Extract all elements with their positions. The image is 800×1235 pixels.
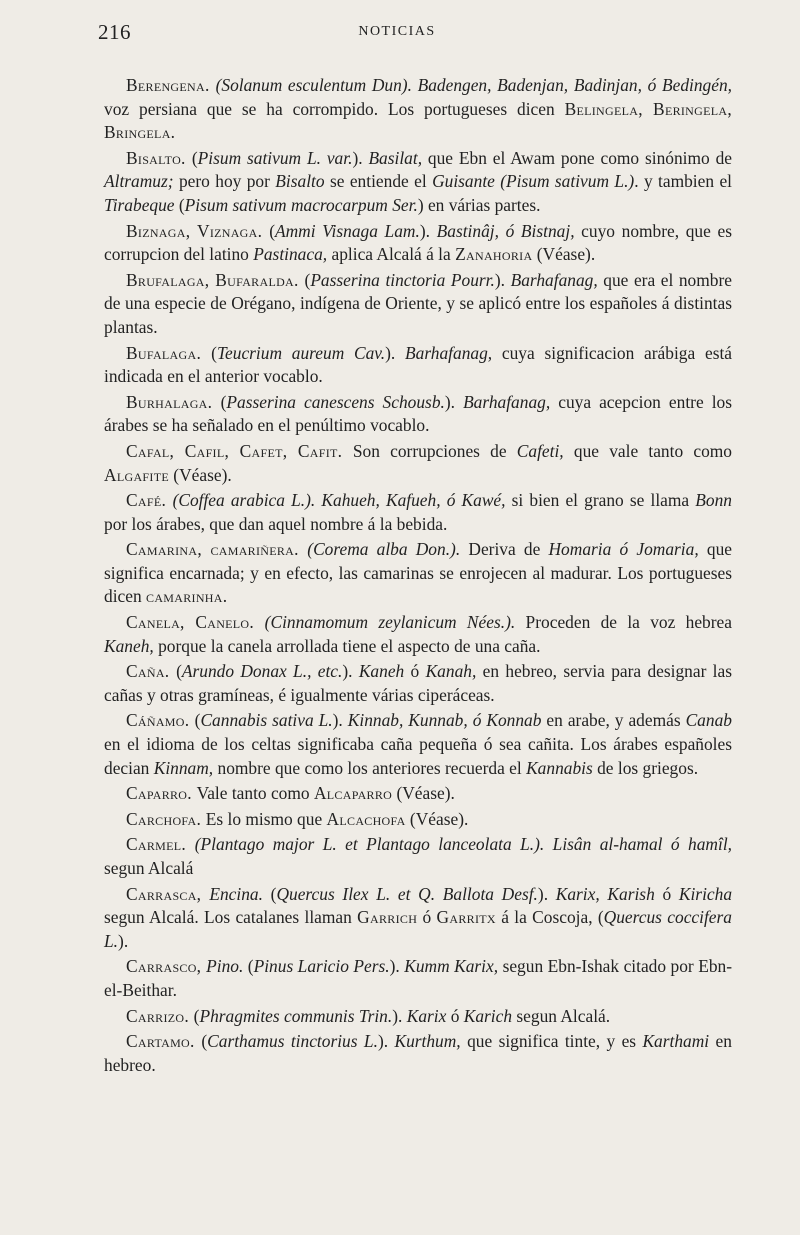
entry-text: porque la canela arrollada tiene el aspecto de una caña.	[153, 635, 541, 656]
glossary-entry	[104, 391, 732, 438]
entry-text: segun Alcalá	[104, 858, 194, 878]
entry-italic-text: Cannabis sativa L.	[200, 710, 333, 731]
entry-italic-text: Pisum sativum L. var.	[197, 147, 353, 168]
entry-text: de los griegos.	[592, 757, 699, 778]
entry-italic-text: Guisante (Pisum sativum L.)	[432, 171, 635, 192]
glossary-entry	[104, 709, 732, 780]
glossary-entry	[104, 782, 732, 806]
entry-headword: Canela, Canelo.	[126, 612, 265, 633]
entry-text: (	[176, 661, 182, 682]
page-number: 216	[98, 20, 131, 44]
entry-text: (	[269, 220, 275, 241]
entry-text: ).	[392, 1005, 407, 1026]
entry-italic-text: Canab	[685, 710, 732, 731]
entry-italic-text: Pinus Laricio Pers.	[253, 956, 390, 977]
entry-text: (	[304, 269, 311, 290]
entry-headword: Biznaga, Viznaga.	[126, 220, 270, 241]
entry-text: que vale tanto como	[563, 440, 733, 461]
entry-headword: Cartamo.	[126, 1031, 202, 1052]
entry-text: ).	[389, 956, 405, 977]
glossary-entry	[104, 342, 732, 389]
entry-text: aplica Alcalá á la	[327, 244, 456, 265]
entry-headword: Garrich	[357, 907, 418, 928]
entry-headword: camarinha.	[146, 586, 228, 607]
entry-text: ó	[446, 1005, 464, 1026]
entry-italic-text: Teucrium aureum Cav.	[216, 342, 386, 363]
entry-italic-text: Kanah,	[425, 661, 477, 682]
entry-text: (	[220, 391, 227, 412]
entry-headword: Zanahoria	[455, 244, 533, 265]
glossary-entry	[104, 1005, 732, 1029]
entry-text: en el idioma de los celtas significaba caña pequeña ó sea cañita. Los árabes españoles decian	[104, 734, 732, 778]
entry-text: Es lo mismo que	[205, 808, 327, 829]
entry-text: (	[211, 342, 217, 363]
entry-text: que Ebn el Awam pone como sinónimo de	[422, 147, 732, 168]
entry-headword: Alcaparro	[313, 783, 393, 804]
entry-text: segun Ebn-Ishak citado por Ebn-el-Beithar.	[104, 956, 733, 1000]
entry-text: (	[201, 1031, 208, 1052]
entry-text: ).	[342, 661, 359, 682]
entry-text: . y tambien el	[634, 171, 732, 192]
entry-italic-text: Cafeti,	[516, 440, 564, 461]
entry-text: segun Alcalá.	[512, 1005, 611, 1026]
running-title: NOTICIAS	[358, 24, 436, 39]
entry-text: Proceden de la voz hebrea	[515, 612, 732, 633]
entry-text: ).	[385, 342, 405, 363]
entry-headword: Camarina, camariñera.	[126, 539, 308, 560]
glossary-entry	[104, 147, 732, 218]
entry-italic-text: Pastinaca,	[253, 244, 328, 265]
entry-headword: Caparro.	[126, 783, 197, 804]
entry-text: (	[243, 956, 254, 977]
entry-italic-text: Barhafanag,	[510, 269, 598, 290]
entry-headword: Café.	[126, 490, 173, 511]
entry-headword: Carrizo.	[126, 1005, 194, 1026]
entry-italic-text: Bastinâj, ó Bistnaj,	[436, 220, 575, 241]
glossary-entry	[104, 660, 732, 707]
entry-text: Son corrupciones de	[352, 440, 517, 461]
entry-italic-text: Carthamus tinctorius L.	[207, 1031, 378, 1052]
glossary-entry	[104, 808, 732, 832]
entry-italic-text: Passerina canescens Schousb.	[226, 391, 445, 412]
entry-italic-text: Kumm Karix,	[404, 956, 499, 977]
entry-italic-text: Karthami	[642, 1031, 710, 1052]
glossary-entry	[104, 1030, 732, 1077]
entry-text: ).	[332, 710, 348, 731]
entry-text: que significa encarnada; y en efecto, las camarinas se enrojecen al madurar. Los portugueses dicen	[104, 539, 732, 607]
entry-text: Vale tanto como	[196, 783, 314, 804]
entry-text: (Véase).	[392, 783, 455, 804]
entry-text: en arabe, y además	[541, 710, 686, 731]
entry-text: nombre que como los anteriores recuerda el	[213, 757, 527, 778]
entry-text: (	[193, 1005, 200, 1026]
entry-italic-text: Basilat,	[368, 147, 423, 168]
entry-italic-text: (Plantago major L. et Plantago lanceolata L.). Lisân al-hamal ó hamîl,	[194, 834, 732, 855]
entry-italic-text: Kiricha	[678, 883, 733, 904]
entry-headword: Belingela, Beringela, Bringela.	[104, 98, 732, 143]
entry-text: (	[174, 194, 185, 215]
entry-italic-text: Karix	[406, 1005, 447, 1026]
entry-text: ).	[537, 883, 556, 904]
entry-italic-text: Quercus coccifera L.	[104, 907, 732, 951]
entry-text: (	[194, 710, 201, 731]
entry-italic-text: Kinnam,	[153, 757, 214, 778]
glossary-entry	[104, 489, 732, 536]
entry-text: por los árabes, que dan aquel nombre á la bebida.	[104, 513, 448, 534]
entry-text: si bien el grano se llama	[505, 490, 696, 511]
entry-text: cuyo nombre, que es corrupcion del latino	[104, 220, 732, 265]
entry-text: se entiende el	[324, 171, 433, 192]
entry-text: ó	[404, 661, 426, 682]
entry-text: (Véase).	[532, 244, 596, 265]
glossary-entry	[104, 611, 732, 658]
entry-italic-text: Quercus Ilex L. et Q. Ballota Desf.	[276, 883, 538, 904]
entry-headword: Carrasco,	[126, 956, 207, 977]
entry-text: cuya acepcion entre los árabes se ha señalado en el penúltimo vocablo.	[104, 391, 732, 436]
entry-headword: Burhalaga.	[126, 391, 221, 412]
entry-italic-text: (Solanum esculentum Dun). Badengen, Badenjan, Badinjan, ó Bedingén,	[215, 75, 732, 95]
entry-text: ).	[419, 220, 437, 241]
entry-italic-text: Homaria ó Jomaria,	[548, 539, 699, 560]
entry-text: (Véase).	[405, 808, 469, 829]
page-header	[62, 18, 732, 52]
entry-text: pero hoy por	[173, 171, 276, 192]
entry-headword: Caña.	[126, 661, 177, 682]
entry-italic-text: Ammi Visnaga Lam.	[275, 220, 420, 241]
entry-italic-text: Kannabis	[526, 757, 593, 778]
entry-headword: Cafal, Cafil, Cafet, Cafit.	[126, 440, 353, 461]
entry-text: (Véase).	[168, 464, 232, 485]
entry-headword: Berengena.	[126, 75, 216, 95]
entry-headword: Garritx	[436, 907, 496, 928]
entry-italic-text: Kaneh	[358, 661, 405, 682]
entry-text: ).	[377, 1031, 395, 1052]
entry-italic-text: Altramuz;	[104, 171, 174, 192]
entry-text: ó	[654, 883, 679, 904]
entry-italic-text: Bonn	[695, 490, 732, 511]
entry-text: que era el nombre de una especie de Orégano, indígena de Oriente, y se aplicó entre los españoles á distintas plantas.	[104, 269, 732, 337]
entry-text: que significa tinte, y es	[460, 1031, 643, 1052]
entry-text: voz persiana que se ha corrompido. Los portugueses dicen	[104, 98, 565, 119]
glossary-entry	[104, 833, 732, 880]
entry-italic-text: Karix, Karish	[555, 883, 655, 904]
entry-italic-text: Kurthum,	[394, 1031, 461, 1052]
entry-headword: Algafite	[104, 464, 169, 485]
entry-text: ).	[118, 930, 129, 951]
entry-text: cuya significacion arábiga está indicada en el anterior vocablo.	[104, 342, 733, 387]
entry-italic-text: Barhafanag,	[405, 342, 493, 363]
entry-headword: Cáñamo.	[126, 710, 195, 731]
entry-italic-text: Kaneh,	[104, 635, 154, 656]
entry-text: ó	[417, 907, 437, 928]
entry-italic-text: (Coffea arabica L.). Kahueh, Kafueh, ó Kawé,	[172, 490, 506, 511]
glossary-entry	[104, 440, 732, 487]
entry-italic-text: Bisalto	[275, 171, 325, 192]
entry-italic-text: (Cinnamomum zeylanicum Nées.).	[264, 612, 516, 633]
glossary-entry	[104, 269, 732, 340]
glossary-entry	[104, 220, 732, 267]
entry-text: á la Coscoja, (	[495, 907, 604, 928]
entry-italic-text: Pino.	[206, 956, 244, 977]
entry-italic-text: Passerina tinctoria Pourr.	[310, 269, 495, 290]
entry-italic-text: Tirabeque	[104, 194, 175, 215]
glossary-entry	[104, 883, 732, 954]
entry-italic-text: Karich	[463, 1005, 513, 1026]
entry-italic-text: Kinnab, Kunnab, ó Konnab	[347, 710, 542, 731]
glossary-entry	[104, 955, 732, 1002]
glossary-entry	[104, 538, 732, 609]
entry-italic-text: Phragmites communis Trin.	[199, 1005, 393, 1026]
entry-text: (	[262, 883, 277, 904]
entry-text: (	[191, 147, 198, 168]
entry-headword: Brufalaga, Bufaralda.	[126, 269, 305, 290]
entry-italic-text: (Corema alba Don.).	[307, 539, 461, 560]
entry-italic-text: Barhafanag,	[463, 391, 551, 412]
entry-text: en hebreo.	[104, 1031, 732, 1075]
entry-text: segun Alcalá. Los catalanes llaman	[104, 907, 358, 928]
entry-headword: Carmel.	[126, 834, 195, 855]
entry-text: en hebreo, servia para designar las cañas y otras gramíneas, é igualmente várias ciperáceas.	[104, 661, 732, 705]
entry-italic-text: Arundo Donax L., etc.	[181, 661, 343, 682]
entry-text: ).	[444, 391, 464, 412]
glossary-entries	[104, 74, 732, 1077]
entry-text: ) en várias partes.	[417, 194, 541, 215]
entry-italic-text: Encina.	[209, 883, 263, 904]
entry-text: ).	[494, 269, 511, 290]
glossary-entry	[104, 74, 732, 145]
entry-text: ).	[352, 147, 369, 168]
entry-headword: Carrasca,	[126, 883, 210, 904]
entry-headword: Carchofa.	[126, 808, 206, 829]
entry-headword: Bufalaga.	[126, 342, 212, 363]
entry-headword: Alcachofa	[326, 808, 406, 829]
entry-headword: Bisalto.	[126, 147, 192, 168]
entry-italic-text: Pisum sativum macrocarpum Ser.	[184, 194, 418, 215]
entry-text: Deriva de	[460, 539, 549, 560]
